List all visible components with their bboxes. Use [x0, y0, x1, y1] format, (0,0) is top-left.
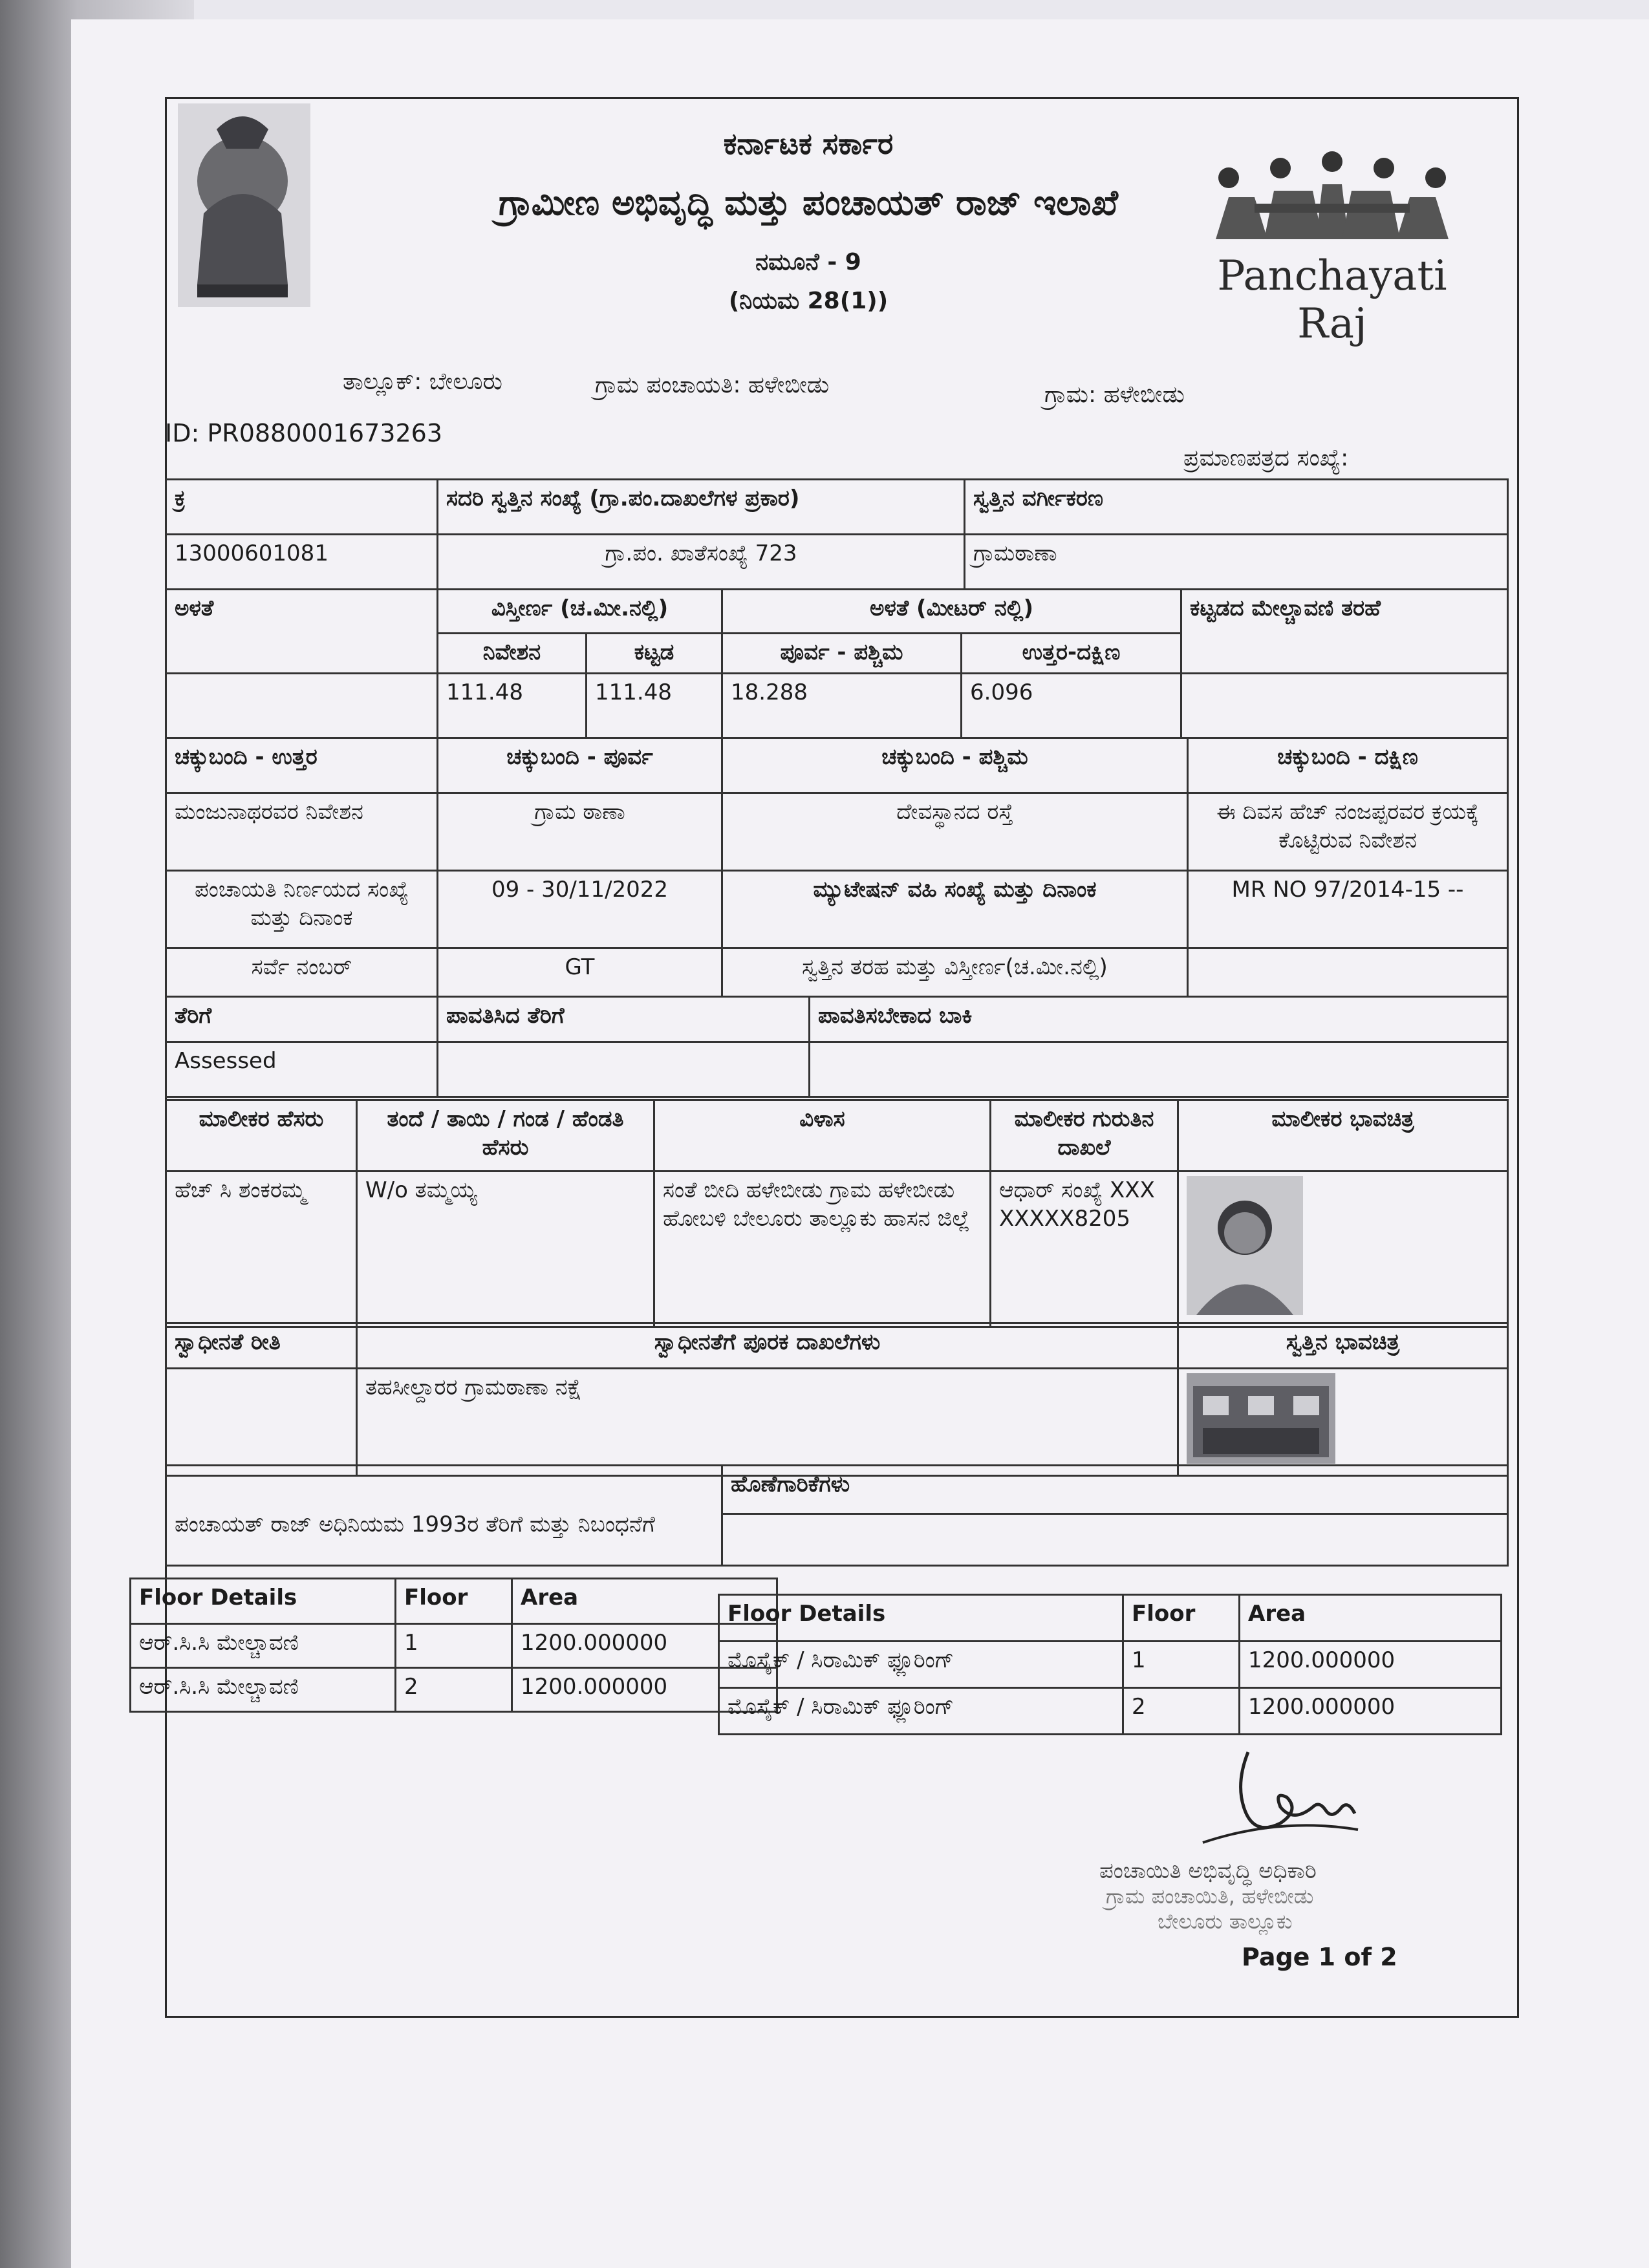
boundaries-table	[165, 737, 1509, 998]
assessed-value: Assessed	[166, 1042, 438, 1097]
signature-seal	[1086, 1746, 1449, 1959]
floor-area-cell: 1200.000000	[1240, 1642, 1502, 1688]
measurements-table	[165, 588, 1509, 739]
tax-due-header: ಪಾವತಿಸಬೇಕಾದ ಬಾಕಿ	[810, 997, 1508, 1042]
table-row	[719, 1688, 1502, 1735]
property-photo-header: ಸ್ವತ್ತಿನ ಭಾವಚಿತ್ರ	[1178, 1323, 1508, 1369]
owner-photo	[1187, 1176, 1303, 1315]
owner-name-value: ಹೆಚ್ ಸಿ ಶಂಕರಮ್ಮ	[166, 1171, 357, 1327]
floor-right-header: Floor	[1123, 1595, 1240, 1642]
header-department: ಗ್ರಾಮೀಣ ಅಭಿವೃದ್ಧಿ ಮತ್ತು ಪಂಚಾಯತ್ ರಾಜ್ ಇಲಾಖೆ	[499, 182, 1118, 223]
certificate-number-label: ಪ್ರಮಾಣಪತ್ರದ ಸಂಖ್ಯೆ:	[1183, 445, 1349, 471]
gram-panchayat-label: ಗ್ರಾಮ ಪಂಚಾಯತಿ: ಹಳೇಬೀಡು	[595, 372, 830, 398]
owner-address-header: ವಿಳಾಸ	[654, 1100, 991, 1171]
east-boundary-header: ಚಕ್ಕುಬಂದಿ - ಪೂರ್ವ	[438, 738, 722, 793]
floor-area-cell: 1200.000000	[1240, 1688, 1502, 1735]
area-header: ವಿಸ್ತೀರ್ಣ (ಚ.ಮೀ.ನಲ್ಲಿ)	[438, 590, 722, 634]
floor-details-left-header: Floor Details	[131, 1579, 396, 1624]
property-type-value	[1188, 948, 1508, 997]
floor-left-header: Floor	[396, 1579, 512, 1624]
property-number-header: ಸದರಿ ಸ್ವತ್ತಿನ ಸಂಖ್ಯೆ (ಗ್ರಾ.ಪಂ.ದಾಖಲೆಗಳ ಪ್ರಕಾರ)	[438, 480, 965, 535]
table-row	[719, 1642, 1502, 1688]
seal-line-3: ಬೇಲೂರು ತಾಲ್ಲೂಕು	[1158, 1909, 1293, 1934]
possession-mode-value	[166, 1369, 357, 1476]
floor-number-cell: 2	[1123, 1688, 1240, 1735]
south-boundary-header: ಚಕ್ಕುಬಂದಿ - ದಕ್ಷಿಣ	[1188, 738, 1508, 793]
floor-number-cell: 1	[396, 1624, 512, 1668]
floor-details-left-table	[129, 1578, 778, 1713]
north-boundary-value: ಮಂಜುನಾಥರವರ ನಿವೇಶನ	[166, 793, 438, 871]
possession-mode-header: ಸ್ವಾಧೀನತೆ ರೀತಿ	[166, 1323, 357, 1369]
tax-paid-value	[438, 1042, 810, 1097]
property-id-value: PR0880001673263	[207, 419, 442, 447]
survey-number-value: GT	[438, 948, 722, 997]
property-id-prefix: ID:	[165, 419, 200, 447]
liabilities-table	[165, 1464, 1509, 1567]
liabilities-header: ಹೊಣೆಗಾರಿಕೆಗಳು	[722, 1466, 1508, 1514]
table-row	[131, 1624, 777, 1668]
east-boundary-value: ಗ್ರಾಮ ಠಾಣಾ	[438, 793, 722, 871]
serial-header: ಕ್ರ	[166, 480, 438, 535]
west-boundary-header: ಚಕ್ಕುಬಂದಿ - ಪಶ್ಚಿಮ	[722, 738, 1188, 793]
survey-number-label: ಸರ್ವೆ ನಂಬರ್	[166, 948, 438, 997]
measurement-empty	[166, 674, 438, 738]
header-government: ಕರ್ನಾಟಕ ಸರ್ಕಾರ	[723, 126, 894, 161]
panchayati-raj-text: Panchayati Raj	[1217, 252, 1447, 348]
tax-due-value	[810, 1042, 1508, 1097]
liability-act-text: ಪಂಚಾಯತ್ ರಾಜ್ ಅಧಿನಿಯಮ 1993ರ ತೆರಿಗೆ ಮತ್ತು ನಿಬಂಧನೆಗೆ	[166, 1466, 722, 1566]
floor-area-cell: 1200.000000	[512, 1668, 777, 1712]
state-emblem-icon	[178, 103, 310, 307]
floor-details-right-table	[718, 1594, 1502, 1735]
header-rule-no: (ನಿಯಮ 28(1))	[728, 288, 889, 314]
property-type-label: ಸ್ವತ್ತಿನ ತರಹ ಮತ್ತು ವಿಸ್ತೀರ್ಣ(ಚ.ಮೀ.ನಲ್ಲಿ)	[722, 948, 1188, 997]
table-row	[131, 1668, 777, 1712]
possession-docs-value: ತಹಸೀಲ್ದಾರರ ಗ್ರಾಮಠಾಣಾ ನಕ್ಷೆ	[357, 1369, 1178, 1476]
building-header: ಕಟ್ಟಡ	[587, 634, 722, 674]
building-area-value: 111.48	[587, 674, 722, 738]
owner-id-value: ಆಧಾರ್ ಸಂಖ್ಯೆ XXXXXXXX8205	[991, 1171, 1178, 1327]
site-area-value: 111.48	[438, 674, 587, 738]
floor-details-right-header: Floor Details	[719, 1595, 1123, 1642]
owner-id-header: ಮಾಲೀಕರ ಗುರುತಿನ ದಾಖಲೆ	[991, 1100, 1178, 1171]
owner-relation-value: W/o ತಮ್ಮಯ್ಯ	[357, 1171, 654, 1327]
measurement-header: ಅಳತೆ (ಮೀಟರ್ ನಲ್ಲಿ)	[722, 590, 1181, 634]
property-id	[165, 419, 442, 447]
floor-number-cell: 1	[1123, 1642, 1240, 1688]
tax-paid-header: ಪಾವತಿಸಿದ ತೆರಿಗೆ	[438, 997, 810, 1042]
signature-icon	[1086, 1746, 1449, 1856]
owner-relation-header: ತಂದೆ / ತಾಯಿ / ಗಂಡ / ಹೆಂಡತಿ ಹೆಸರು	[357, 1100, 654, 1171]
north-south-value: 6.096	[962, 674, 1181, 738]
measurement-label: ಅಳತೆ	[166, 590, 438, 674]
east-west-header: ಪೂರ್ವ - ಪಶ್ಚಿಮ	[722, 634, 962, 674]
floor-detail-cell: ಮೊಸೈಕ್ / ಸಿರಾಮಿಕ್ ಫ್ಲೂರಿಂಗ್	[719, 1642, 1123, 1688]
people-group-icon	[1203, 142, 1461, 252]
west-boundary-value: ದೇವಸ್ಥಾನದ ರಸ್ತೆ	[722, 793, 1188, 871]
floor-detail-cell: ಆರ್.ಸಿ.ಸಿ ಮೇಲ್ಚಾವಣಿ	[131, 1624, 396, 1668]
possession-table	[165, 1322, 1509, 1477]
seal-line-2: ಗ್ರಾಮ ಪಂಚಾಯಿತಿ, ಹಳೇಬೀಡು	[1106, 1884, 1314, 1909]
page-number: Page 1 of 2	[1242, 1943, 1397, 1971]
north-south-header: ಉತ್ತರ-ದಕ್ಷಿಣ	[962, 634, 1181, 674]
owner-photo-header: ಮಾಲೀಕರ ಭಾವಚಿತ್ರ	[1178, 1100, 1508, 1171]
serial-value: 13000601081	[166, 535, 438, 590]
property-photo-cell	[1178, 1369, 1508, 1476]
tax-table	[165, 996, 1509, 1098]
south-boundary-value: ಈ ದಿವಸ ಹೆಚ್ ನಂಜಪ್ಪರವರ ಕ್ರಯಕ್ಕೆ ಕೊಟ್ಟಿರುವ ನಿವೇಶನ	[1188, 793, 1508, 871]
taluk-label: ತಾಲ್ಲೂಕ್: ಬೇಲೂರು	[343, 369, 502, 395]
property-classification-header: ಸ್ವತ್ತಿನ ವರ್ಗೀಕರಣ	[965, 480, 1508, 535]
liabilities-value	[722, 1514, 1508, 1566]
area-left-header: Area	[512, 1579, 777, 1624]
floor-area-cell: 1200.000000	[512, 1624, 777, 1668]
north-boundary-header: ಚಕ್ಕುಬಂದಿ - ಉತ್ತರ	[166, 738, 438, 793]
roof-type-value	[1181, 674, 1508, 738]
mutation-value: MR NO 97/2014-15 --	[1188, 871, 1508, 948]
tax-label: ತೆರಿಗೆ	[166, 997, 438, 1042]
property-photo	[1187, 1373, 1335, 1464]
header-form-no: ನಮೂನೆ - 9	[755, 249, 861, 275]
roof-type-header: ಕಟ್ಟಡದ ಮೇಲ್ಚಾವಣಿ ತರಹೆ	[1181, 590, 1508, 674]
seal-line-1: ಪಂಚಾಯಿತಿ ಅಭಿವೃದ್ಧಿ ಅಧಿಕಾರಿ	[1099, 1858, 1317, 1884]
possession-docs-header: ಸ್ವಾಧೀನತೆಗೆ ಪೂರಕ ದಾಖಲೆಗಳು	[357, 1323, 1178, 1369]
panchayati-raj-logo	[1203, 142, 1461, 348]
resolution-value: 09 - 30/11/2022	[438, 871, 722, 948]
owner-photo-cell	[1178, 1171, 1508, 1327]
property-number-value: ಗ್ರಾ.ಪಂ. ಖಾತೆಸಂಖ್ಯೆ 723	[438, 535, 965, 590]
resolution-label: ಪಂಚಾಯತಿ ನಿರ್ಣಯದ ಸಂಖ್ಯೆ ಮತ್ತು ದಿನಾಂಕ	[166, 871, 438, 948]
area-right-header: Area	[1240, 1595, 1502, 1642]
mutation-label: ಮ್ಯುಟೇಷನ್ ವಹಿ ಸಂಖ್ಯೆ ಮತ್ತು ದಿನಾಂಕ	[722, 871, 1188, 948]
property-number-table	[165, 478, 1509, 590]
east-west-value: 18.288	[722, 674, 962, 738]
floor-detail-cell: ಮೊಸೈಕ್ / ಸಿರಾಮಿಕ್ ಫ್ಲೂರಿಂಗ್	[719, 1688, 1123, 1735]
property-classification-value: ಗ್ರಾಮಠಾಣಾ	[965, 535, 1508, 590]
floor-detail-cell: ಆರ್.ಸಿ.ಸಿ ಮೇಲ್ಚಾವಣಿ	[131, 1668, 396, 1712]
village-label: ಗ್ರಾಮ: ಹಳೇಬೀಡು	[1044, 381, 1185, 408]
owner-table	[165, 1099, 1509, 1328]
owner-address-value: ಸಂತೆ ಬೀದಿ ಹಳೇಬೀಡು ಗ್ರಾಮ ಹಳೇಬೀಡು ಹೋಬಳಿ ಬೇಲೂರು ತಾಲ್ಲೂಕು ಹಾಸನ ಜಿಲ್ಲೆ	[654, 1171, 991, 1327]
site-header: ನಿವೇಶನ	[438, 634, 587, 674]
floor-number-cell: 2	[396, 1668, 512, 1712]
owner-name-header: ಮಾಲೀಕರ ಹೆಸರು	[166, 1100, 357, 1171]
